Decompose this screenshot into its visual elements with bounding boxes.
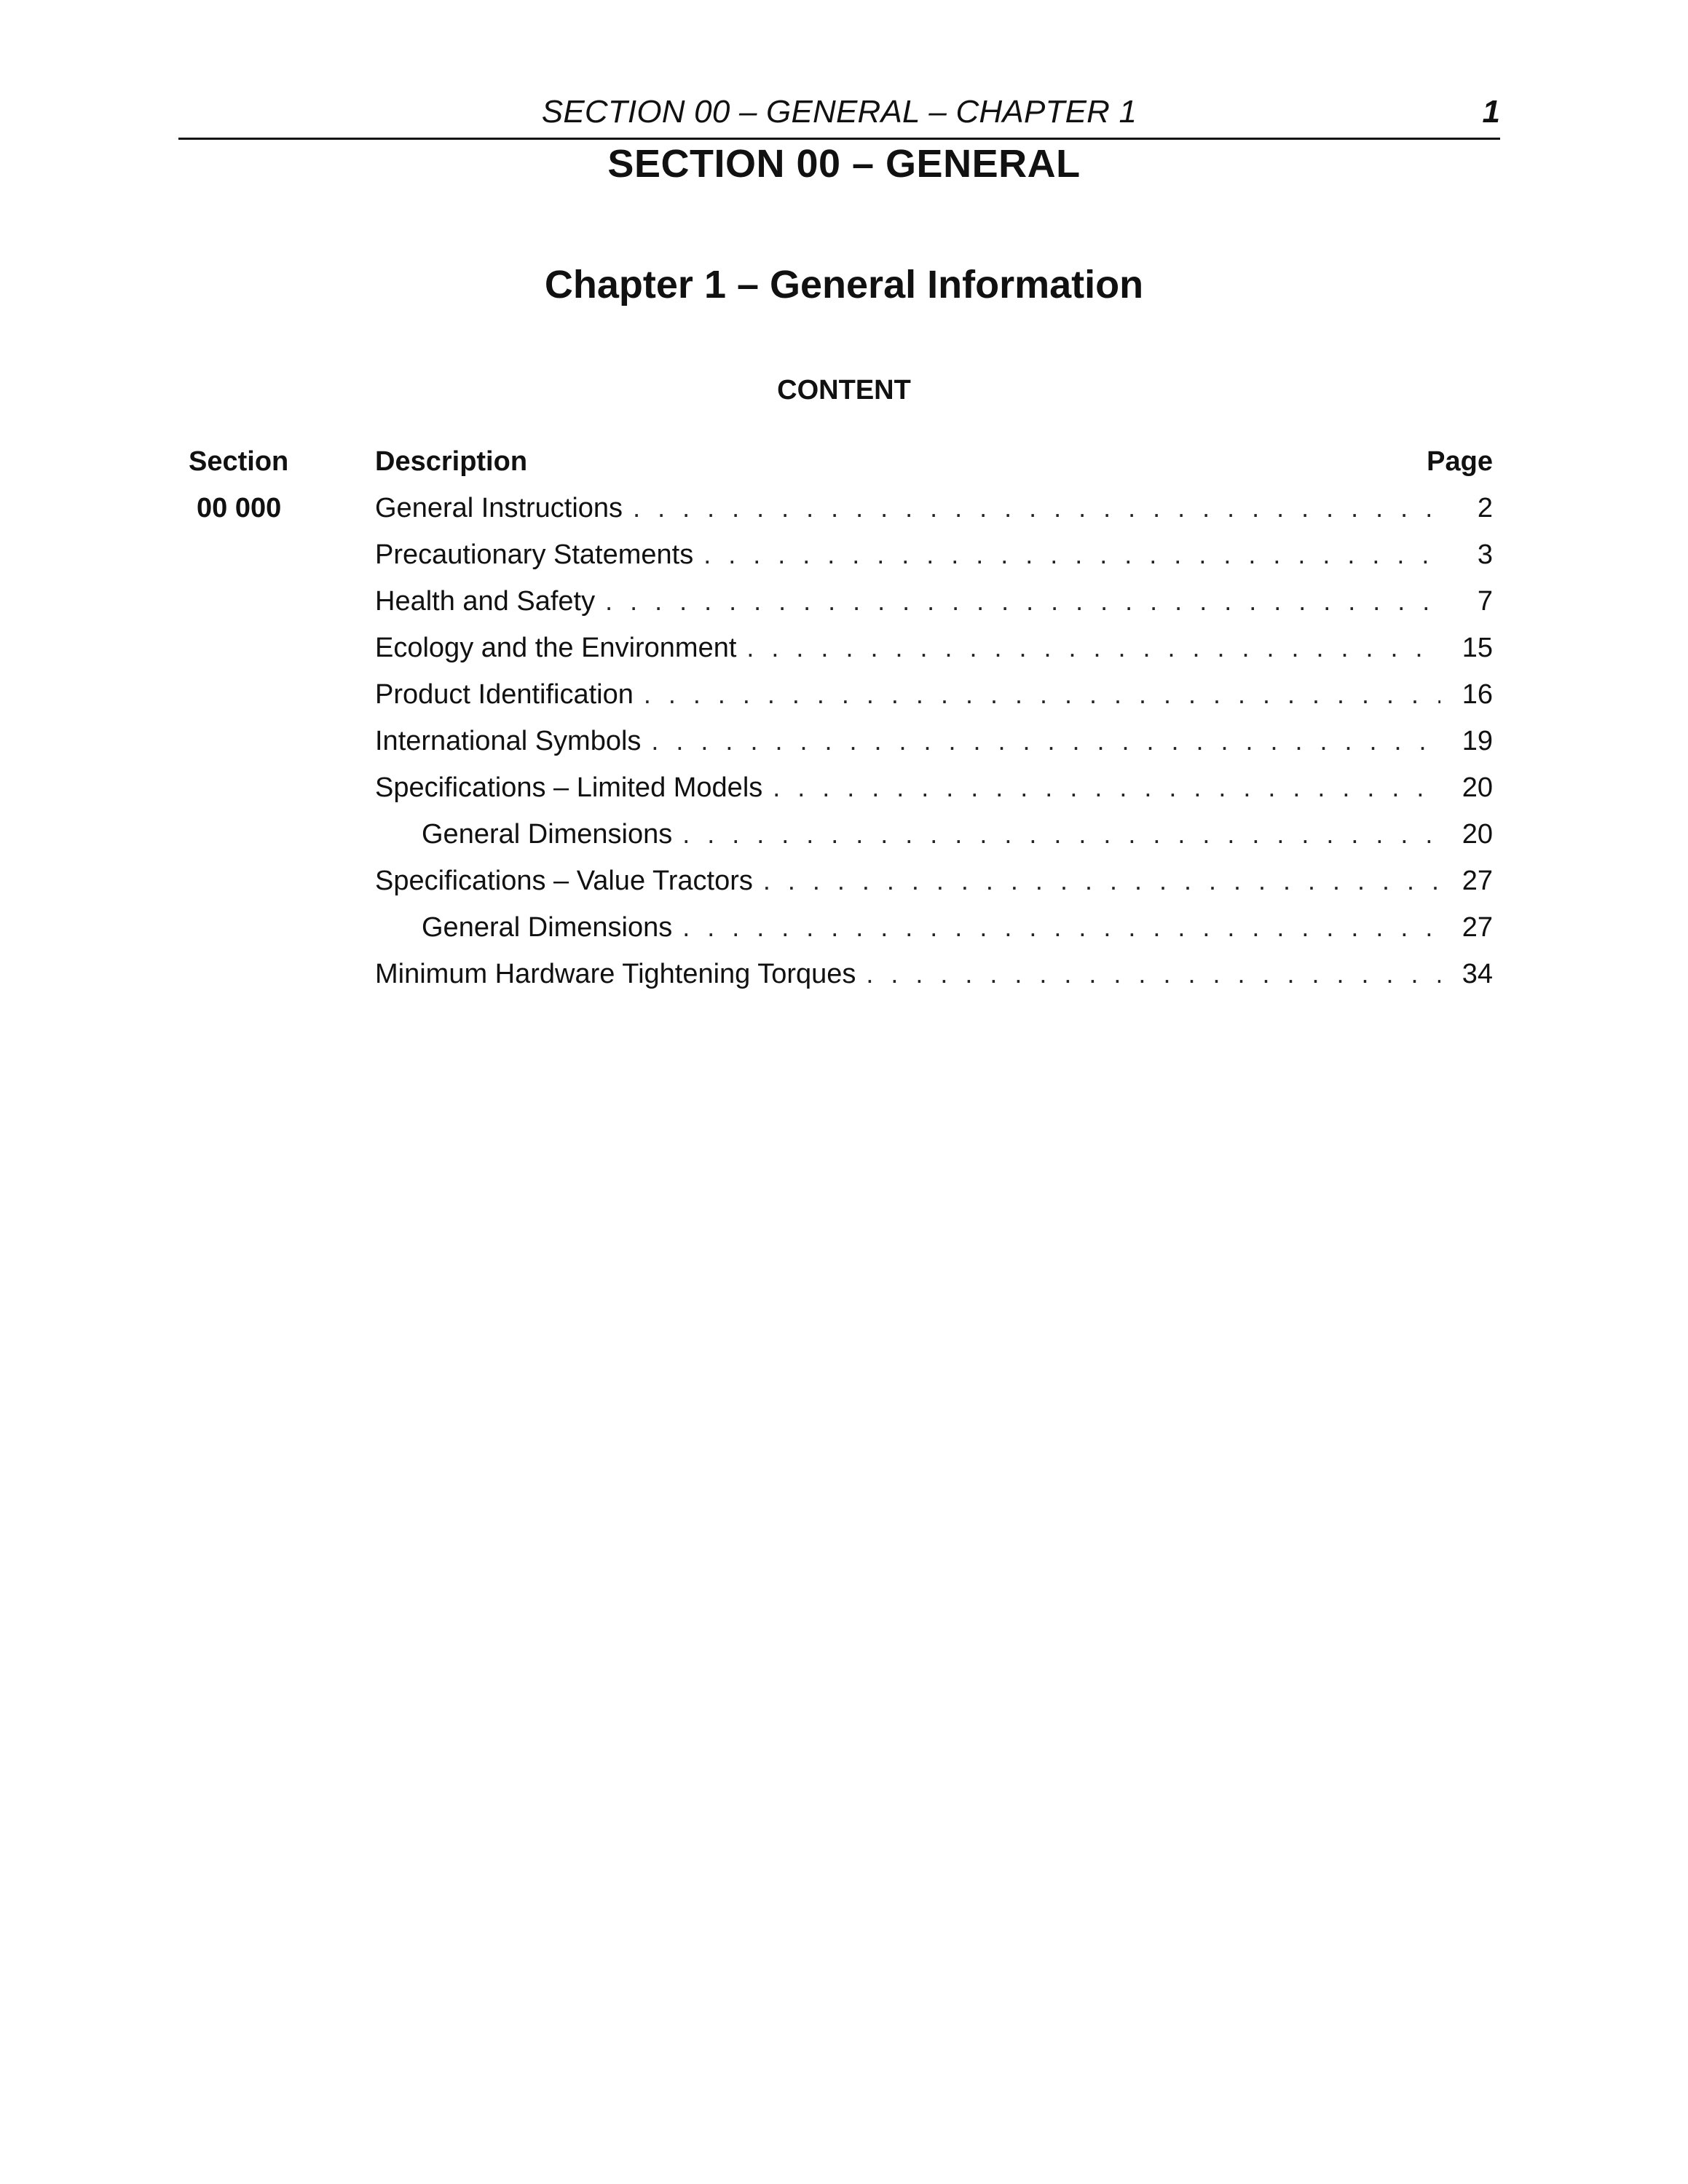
- header-rule: [178, 138, 1500, 140]
- toc-entry-page: 27: [1462, 866, 1493, 896]
- dot-leader: [703, 539, 1440, 571]
- dot-leader: [763, 865, 1440, 897]
- toc-entry-page: 20: [1462, 772, 1493, 803]
- page-column-header: Page: [1427, 446, 1493, 477]
- section-code: 00 000: [197, 493, 282, 523]
- toc-row: [178, 492, 1493, 539]
- dot-leader: [682, 911, 1440, 943]
- dot-leader: [682, 818, 1440, 850]
- dot-leader: [651, 725, 1440, 757]
- dot-leader: [773, 772, 1440, 804]
- toc-entry-title: Specifications – Limited Models: [375, 772, 763, 803]
- toc-entry-specifications-value-tractors[interactable]: [375, 865, 1493, 897]
- toc-row: [178, 958, 1493, 1005]
- toc-row: [178, 818, 1493, 865]
- toc-entry-title: International Symbols: [375, 726, 642, 756]
- toc-entry-international-symbols[interactable]: [375, 725, 1493, 757]
- section-column-header: Section: [189, 446, 289, 477]
- toc-entry-title: Product Identification: [375, 679, 634, 710]
- toc-row: [178, 678, 1493, 725]
- page-number: 1: [1482, 94, 1500, 130]
- content-heading: CONTENT: [777, 375, 911, 405]
- toc-entry-minimum-hardware-tightening-torques[interactable]: [375, 958, 1493, 990]
- toc-entry-page: 19: [1462, 726, 1493, 756]
- toc-entry-title: General Dimensions: [422, 912, 673, 943]
- chapter-title: Chapter 1 – General Information: [544, 263, 1144, 306]
- section-title: SECTION 00 – GENERAL: [607, 142, 1081, 186]
- description-column-header: Description: [375, 446, 528, 477]
- toc-entry-general-dimensions-value[interactable]: [422, 911, 1493, 943]
- toc-entry-title: Health and Safety: [375, 586, 596, 617]
- toc-row: [178, 725, 1493, 772]
- dot-leader: [866, 958, 1440, 990]
- toc-entry-precautionary-statements[interactable]: [375, 539, 1493, 571]
- dot-leader: [644, 678, 1440, 711]
- toc-entry-page: 20: [1462, 819, 1493, 850]
- toc-entry-title: Specifications – Value Tractors: [375, 866, 753, 896]
- toc-entry-page: 2: [1477, 493, 1493, 523]
- toc-entry-page: 34: [1462, 959, 1493, 989]
- toc-entry-product-identification[interactable]: [375, 678, 1493, 711]
- toc-header-row: [178, 446, 1493, 478]
- toc-entry-page: 7: [1477, 586, 1493, 617]
- toc-entry-page: 15: [1462, 633, 1493, 663]
- toc-entry-general-dimensions-limited[interactable]: [422, 818, 1493, 850]
- running-header: [178, 89, 1500, 140]
- toc-row: [178, 865, 1493, 911]
- table-of-contents: [178, 446, 1493, 1005]
- toc-entry-title: General Instructions: [375, 493, 623, 523]
- toc-entry-health-and-safety[interactable]: [375, 585, 1493, 617]
- toc-entry-page: 3: [1477, 539, 1493, 570]
- toc-row: [178, 539, 1493, 585]
- dot-leader: [605, 585, 1440, 617]
- dot-leader: [746, 632, 1440, 664]
- toc-entry-title: Minimum Hardware Tightening Torques: [375, 959, 856, 989]
- toc-row: [178, 632, 1493, 678]
- running-title: SECTION 00 – GENERAL – CHAPTER 1: [541, 94, 1137, 130]
- toc-entry-title: Ecology and the Environment: [375, 633, 737, 663]
- toc-entry-title: Precautionary Statements: [375, 539, 694, 570]
- toc-entry-general-instructions[interactable]: [375, 492, 1493, 524]
- toc-row: [178, 772, 1493, 818]
- toc-entry-title: General Dimensions: [422, 819, 673, 850]
- toc-row: [178, 585, 1493, 632]
- dot-leader: [633, 492, 1440, 524]
- toc-entry-ecology-and-the-environment[interactable]: [375, 632, 1493, 664]
- toc-entry-page: 16: [1462, 679, 1493, 710]
- toc-row: [178, 911, 1493, 958]
- toc-entry-specifications-limited-models[interactable]: [375, 772, 1493, 804]
- toc-entry-page: 27: [1462, 912, 1493, 943]
